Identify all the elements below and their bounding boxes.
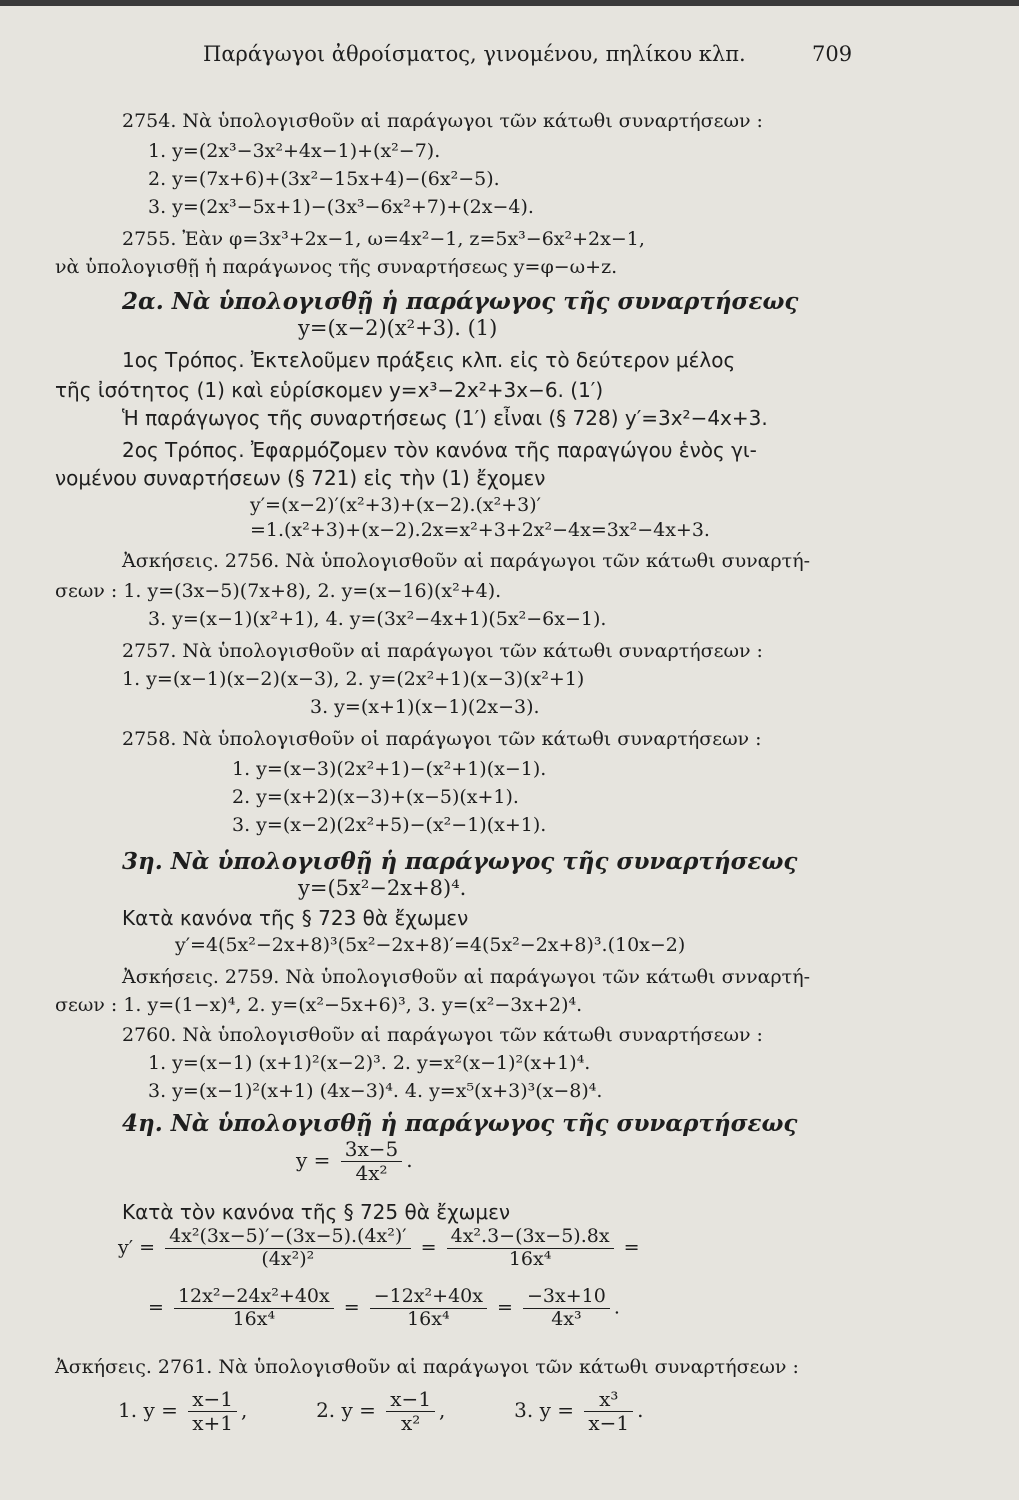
exercises-2756-heading: Ἀσκήσεις. 2756. Νὰ ὑπολογισθοῦν αἱ παράγωγοι τῶν κάτωθι συναρτή- [122,550,810,572]
math-text: , [439,1398,446,1422]
exercise-2758-heading: 2758. Νὰ ὑπολογισθοῦν οἱ παράγωγοι τῶν κάτωθι συναρτήσεων : [122,728,762,750]
exercise-item: 3. y=(x−1)²(x+1) (4x−3)⁴. 4. y=x⁵(x+3)³(x−8)⁴. [148,1080,603,1102]
exercise-item: 2. y=(7x+6)+(3x²−15x+4)−(6x²−5). [148,168,500,190]
equation: y=(x−2)(x²+3). (1) [298,316,498,340]
numerator: 4x².3−(3x−5).8x [447,1226,614,1249]
equation: y′=(x−2)′(x²+3)+(x−2).(x²+3)′ [250,494,541,516]
exercise-item: σεων : 1. y=(3x−5)(7x+8), 2. y=(x−16)(x²+4). [55,580,502,602]
fraction [188,1388,237,1435]
text-line: τῆς ἰσότητος (1) καὶ εὑρίσκομεν y=x³−2x²+3x−6. (1′) [55,378,604,402]
math-text: y = [296,1148,331,1172]
denominator: x² [401,1411,421,1435]
exercise-item: 1. y=(x−1) (x+1)²(x−2)³. 2. y=x²(x−1)²(x+1)⁴. [148,1052,591,1074]
numerator: 4x²(3x−5)′−(3x−5).(4x²)′ [165,1226,411,1249]
math-text: = [148,1296,164,1319]
section-3h-title: 3η. Νὰ ὑπολογισθῇ ἡ παράγωγος τῆς συναρτήσεως [122,848,798,875]
text-line: νὰ ὑπολογισθῇ ἡ παράγωνος τῆς συναρτήσεως y=φ−ω+z. [55,256,618,278]
exercise-item: 3. y=(x−2)(2x²+5)−(x²−1)(x+1). [232,814,547,836]
exercise-item: 1. y=(x−1)(x−2)(x−3), 2. y=(2x²+1)(x−3)(x²+1) [122,668,585,690]
exercise-item: 1. y=(x−3)(2x²+1)−(x²+1)(x−1). [232,758,547,780]
fraction [523,1286,610,1331]
math-text: 1. y = [118,1398,178,1422]
running-header: Παράγωγοι ἀθροίσματος, γινομένου, πηλίκου κλπ. [203,42,746,66]
text-line: Κατὰ κανόνα τῆς § 723 θὰ ἔχωμεν [122,906,469,930]
numerator: x³ [584,1388,633,1412]
exercise-item: 2. y=(x+2)(x−3)+(x−5)(x+1). [232,786,519,808]
math-text: = [497,1296,513,1319]
numerator: x−1 [188,1388,237,1412]
scan-edge [0,0,1019,6]
text-line: Κατὰ τὸν κανόνα τῆς § 725 θὰ ἔχωμεν [122,1200,511,1224]
numerator: x−1 [386,1388,435,1412]
math-text: 2. y = [316,1398,376,1422]
exercise-2754-heading: 2754. Νὰ ὑπολογισθοῦν αἱ παράγωγοι τῶν κάτωθι συναρτήσεων : [122,110,763,132]
derivative-line-1 [118,1226,640,1271]
denominator: 16x⁴ [508,1247,552,1270]
equation: y′=4(5x²−2x+8)³(5x²−2x+8)′=4(5x²−2x+8)³.(10x−2) [175,934,686,956]
math-text: = [623,1236,640,1259]
math-text: . [406,1148,413,1172]
equation: y=(5x²−2x+8)⁴. [298,876,467,900]
text-line: νομένου συναρτήσεων (§ 721) εἰς τὴν (1) ἔχομεν [55,466,546,490]
fraction [386,1388,435,1435]
numerator: 3x−5 [341,1138,403,1162]
exercise-2755-heading: 2755. Ἐὰν φ=3x³+2x−1, ω=4x²−1, z=5x³−6x²+2x−1, [122,228,645,250]
fraction [584,1388,633,1435]
equation: =1.(x²+3)+(x−2).2x=x²+3+2x²−4x=3x²−4x+3. [250,519,710,541]
fraction [370,1286,487,1331]
exercise-item: 3. y=(x+1)(x−1)(2x−3). [310,696,540,718]
denominator: 4x³ [551,1307,582,1330]
page-number: 709 [812,42,853,66]
math-text: , [240,1398,248,1422]
fraction [341,1138,403,1185]
fraction-equation [296,1138,413,1185]
numerator: −3x+10 [523,1286,610,1309]
math-text: 3. y = [514,1398,574,1422]
text-line: Ἡ παράγωγος τῆς συναρτήσεως (1′) εἶναι (§ 728) y′=3x²−4x+3. [122,406,768,430]
math-text: = [420,1236,437,1259]
section-2a-title: 2α. Νὰ ὑπολογισθῇ ἡ παράγωγος τῆς συναρτήσεως [122,288,799,315]
denominator: x+1 [192,1411,233,1435]
exercise-item: 1. y=(2x³−3x²+4x−1)+(x²−7). [148,140,441,162]
exercise-item: σεων : 1. y=(1−x)⁴, 2. y=(x²−5x+6)³, 3. y=(x²−3x+2)⁴. [55,994,583,1016]
section-4h-title: 4η. Νὰ ὑπολογισθῇ ἡ παράγωγος τῆς συναρτήσεως [122,1110,798,1137]
numerator: 12x²−24x²+40x [174,1286,334,1309]
denominator: 16x⁴ [232,1307,276,1330]
exercise-2760-heading: 2760. Νὰ ὑπολογισθοῦν αἱ παράγωγοι τῶν κάτωθι συναρτήσεων : [122,1024,763,1046]
exercise-2761-items [118,1388,643,1435]
exercise-item: 3. y=(x−1)(x²+1), 4. y=(3x²−4x+1)(5x²−6x−1). [148,608,607,630]
math-text: = [343,1296,360,1319]
denominator: (4x²)² [261,1247,315,1270]
fraction [447,1226,614,1271]
exercises-2759-heading: Ἀσκήσεις. 2759. Νὰ ὑπολογισθοῦν αἱ παράγωγοι τῶν κάτωθι σνναρτή- [122,966,810,988]
derivative-line-2 [148,1286,620,1331]
method-2-line: 2ος Τρόπος. Ἐφαρμόζομεν τὸν κανόνα τῆς παραγώγου ἑνὸς γι- [122,438,757,462]
numerator: −12x²+40x [370,1286,487,1309]
math-text: . [637,1398,644,1422]
denominator: 4x² [355,1161,388,1185]
denominator: 16x⁴ [407,1307,450,1330]
exercise-2757-heading: 2757. Νὰ ὑπολογισθοῦν αἱ παράγωγοι τῶν κάτωθι συναρτήσεων : [122,640,763,662]
fraction [174,1286,334,1331]
fraction [165,1226,411,1271]
denominator: x−1 [588,1411,630,1435]
math-text: . [613,1296,620,1319]
math-text: y′ = [118,1236,156,1259]
exercises-2761-heading: Ἀσκήσεις. 2761. Νὰ ὑπολογισθοῦν αἱ παράγωγοι τῶν κάτωθι συναρτήσεων : [55,1356,799,1378]
method-1-line: 1ος Τρόπος. Ἐκτελοῦμεν πράξεις κλπ. εἰς τὸ δεύτερον μέλος [122,348,736,372]
exercise-item: 3. y=(2x³−5x+1)−(3x³−6x²+7)+(2x−4). [148,196,534,218]
